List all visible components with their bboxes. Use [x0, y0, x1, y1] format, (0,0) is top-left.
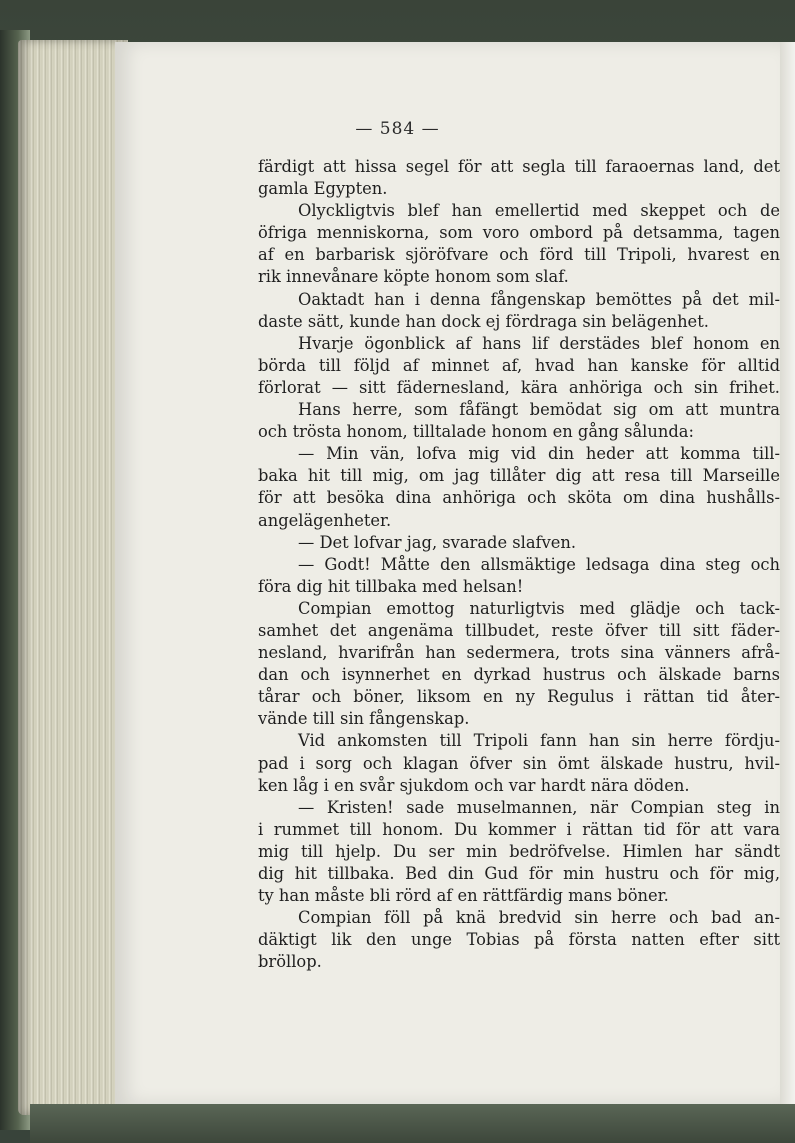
text-line: Hans herre, som fåfängt bemödat sig om att muntra — [298, 400, 780, 420]
text-line: dig hit tillbaka. Bed din Gud för min hustru och för mig, — [258, 864, 780, 883]
text-line: i rummet till honom. Du kommer i rättan tid för att vara — [258, 819, 780, 839]
text-line: Compian emottog naturligtvis med glädje och tack- — [298, 598, 780, 618]
text-line: vände till sin fångenskap. — [258, 709, 470, 729]
text-line: Oaktadt han i denna fångenskap bemöttes på det mil- — [298, 289, 780, 309]
text-line: Vid ankomsten till Tripoli fann han sin herre fördju- — [298, 731, 780, 751]
text-line: daste sätt, kunde han dock ej fördraga sin belägenhet. — [258, 311, 709, 331]
text-line: — Min vän, lofva mig vid din heder att komma till- — [298, 444, 780, 464]
book-bottom-edge — [30, 1104, 795, 1143]
text-line: öfriga menniskorna, som voro ombord på detsamma, tagen — [258, 223, 780, 243]
text-line: — Det lofvar jag, svarade slafven. — [298, 532, 577, 552]
text-line: rik innevånare köpte honom som slaf. — [258, 267, 569, 287]
text-line: samhet det angenäma tillbudet, reste öfver till sitt fäder- — [258, 620, 780, 640]
text-line: Olyckligtvis blef han emellertid med skeppet och de — [298, 201, 780, 221]
page-edges — [18, 40, 128, 1115]
text-line: gamla Egypten. — [258, 179, 388, 199]
page-right-edge — [780, 42, 795, 1112]
text-line: däktigt lik den unge Tobias på första natten efter sitt — [258, 930, 780, 950]
text-line: Hvarje ögonblick af hans lif derstädes blef honom en — [298, 333, 780, 353]
text-line: — Kristen! sade muselmannen, när Compian steg in — [298, 797, 780, 817]
text-line: pad i sorg och klagan öfver sin ömt älskade hustru, hvil- — [258, 753, 780, 773]
text-line: och trösta honom, tilltalade honom en gång sålunda: — [258, 422, 694, 442]
text-line: förlorat — sitt fädernesland, kära anhöriga och sin frihet. — [258, 377, 780, 397]
text-line: bröllop. — [258, 952, 322, 972]
text-line: för att besöka dina anhöriga och sköta om dina hushålls- — [258, 488, 780, 508]
text-line: föra dig hit tillbaka med helsan! — [258, 576, 524, 596]
text-line: börda till följd af minnet af, hvad han kanske för alltid — [258, 355, 780, 375]
text-line: — Godt! Måtte den allsmäktige ledsaga dina steg och — [298, 554, 780, 574]
page-number: — 584 — — [355, 119, 440, 139]
text-line: tårar och böner, liksom en ny Regulus i rättan tid åter- — [258, 687, 780, 707]
text-line: baka hit till mig, om jag tillåter dig att resa till Marseille — [258, 466, 780, 486]
text-line: färdigt att hissa segel för att segla till faraoernas land, det — [258, 157, 780, 176]
body-text — [258, 156, 780, 973]
text-line: dan och isynnerhet en dyrkad hustrus och älskade barns — [258, 665, 780, 685]
text-line: ty han måste bli rörd af en rättfärdig mans böner. — [258, 886, 669, 906]
text-line: ken låg i en svår sjukdom och var hardt nära döden. — [258, 775, 690, 795]
text-line: angelägenheter. — [258, 510, 392, 530]
text-line: af en barbarisk sjöröfvare och förd till Tripoli, hvarest en — [258, 245, 780, 265]
text-line: mig till hjelp. Du ser min bedröfvelse. Himlen har sändt — [258, 841, 780, 861]
text-line: nesland, hvarifrån han sedermera, trots sina vänners afrå- — [258, 643, 780, 663]
text-line: Compian föll på knä bredvid sin herre och bad an- — [298, 908, 780, 928]
